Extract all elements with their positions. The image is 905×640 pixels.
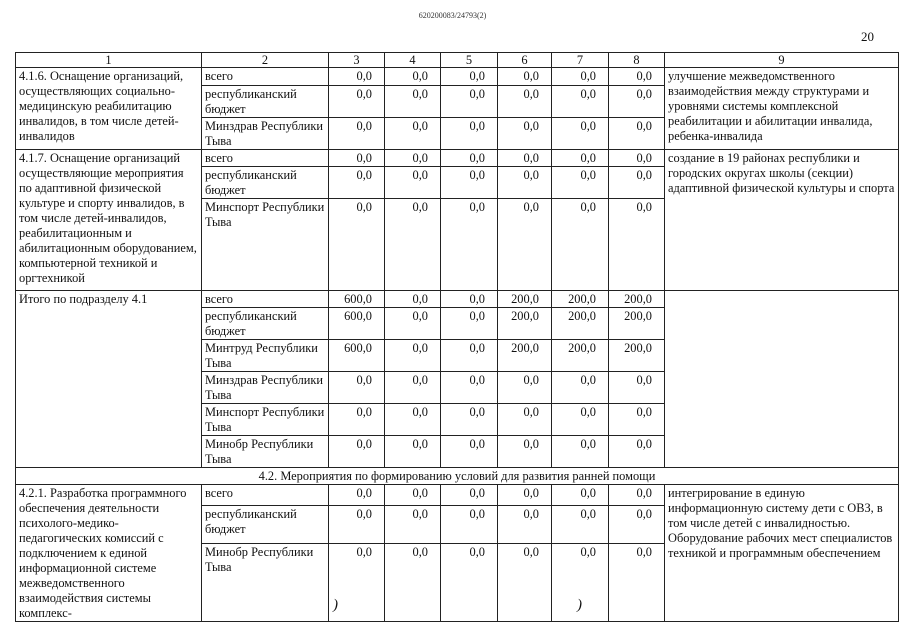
budget-table (15, 52, 899, 622)
value-cell: 0,0 (498, 372, 552, 404)
value-cell: 0,0 (609, 404, 665, 436)
value-cell: 0,0 (609, 167, 665, 199)
value-cell: 0,0 (498, 199, 552, 291)
value-cell: 0,0 (329, 372, 385, 404)
value-cell: 0,0 (329, 167, 385, 199)
measure-name: 4.1.7. Оснащение организаций осуществляющие мероприятия по адаптивной физической культуре и спорту инвалидов, в том числе детей-инвалидов, реабилитационным и абилитационным оборудованием, компьютерной техникой и оргтехникой (16, 150, 202, 291)
value-cell: 0,0 (609, 505, 665, 544)
value-cell: 0,0 (609, 372, 665, 404)
value-cell: 0,0 (609, 118, 665, 150)
expected-result: интегрирование в единую информационную систему дети с ОВЗ, в том числе детей с инвалидностью. Оборудование рабочих мест специалистов техникой и программным обеспечением (665, 485, 899, 622)
expected-result: создание в 19 районах республики и городских округах школы (секции) адаптивной физической культуры и спорта (665, 150, 899, 291)
header-row (16, 53, 899, 68)
value-cell: 200,0 (552, 308, 609, 340)
measure-name: Итого по подразделу 4.1 (16, 291, 202, 468)
value-cell: 0,0 (329, 544, 385, 622)
section-title: 4.2. Мероприятия по формированию условий для развития ранней помощи (16, 468, 899, 485)
value-cell: 0,0 (385, 505, 441, 544)
value-cell: 0,0 (385, 404, 441, 436)
value-cell: 0,0 (498, 485, 552, 506)
value-cell: 0,0 (441, 150, 498, 167)
column-header: 3 (329, 53, 385, 68)
funding-source: Минспорт Республики Тыва (202, 404, 329, 436)
value-cell: 0,0 (441, 291, 498, 308)
value-cell: 0,0 (329, 436, 385, 468)
value-cell: 0,0 (441, 167, 498, 199)
value-cell: 0,0 (609, 150, 665, 167)
column-header: 2 (202, 53, 329, 68)
value-cell: 0,0 (552, 86, 609, 118)
funding-source: Минздрав Республики Тыва (202, 118, 329, 150)
funding-source: всего (202, 68, 329, 86)
value-cell: 0,0 (441, 199, 498, 291)
value-cell: 0,0 (441, 372, 498, 404)
value-cell: 0,0 (441, 86, 498, 118)
value-cell: 0,0 (498, 68, 552, 86)
value-cell: 0,0 (385, 308, 441, 340)
funding-source: всего (202, 150, 329, 167)
funding-source: Минобр Республики Тыва (202, 544, 329, 622)
funding-source: Минспорт Республики Тыва (202, 199, 329, 291)
value-cell: 200,0 (609, 308, 665, 340)
value-cell: 200,0 (498, 291, 552, 308)
value-cell: 0,0 (441, 404, 498, 436)
value-cell: 600,0 (329, 308, 385, 340)
value-cell: 200,0 (552, 291, 609, 308)
value-cell: 0,0 (552, 372, 609, 404)
value-cell: 0,0 (552, 150, 609, 167)
measure-name: 4.2.1. Разработка программного обеспечения деятельности психолого-медико-педагогических комиссий с подключением к единой информационной системе межведомственного взаимодействия системы комплекс- (16, 485, 202, 622)
value-cell: 0,0 (609, 436, 665, 468)
value-cell: 0,0 (498, 404, 552, 436)
funding-source: всего (202, 291, 329, 308)
funding-source: республиканский бюджет (202, 505, 329, 544)
value-cell: 0,0 (385, 199, 441, 291)
value-cell: 600,0 (329, 340, 385, 372)
page-number: 20 (861, 29, 874, 44)
value-cell: 0,0 (552, 68, 609, 86)
table-row (16, 485, 899, 506)
value-cell: 0,0 (552, 544, 609, 622)
measure-name: 4.1.6. Оснащение организаций, осуществляющих социально-медицинскую реабилитацию инвалидов, в том числе детей-инвалидов (16, 68, 202, 150)
value-cell: 0,0 (385, 544, 441, 622)
footer-mark-left: ) (333, 597, 338, 613)
value-cell: 0,0 (552, 167, 609, 199)
value-cell: 0,0 (385, 436, 441, 468)
funding-source: республиканский бюджет (202, 167, 329, 199)
value-cell: 0,0 (609, 485, 665, 506)
funding-source: республиканский бюджет (202, 308, 329, 340)
value-cell: 0,0 (552, 436, 609, 468)
value-cell: 600,0 (329, 291, 385, 308)
value-cell: 0,0 (385, 291, 441, 308)
value-cell: 0,0 (385, 118, 441, 150)
value-cell: 0,0 (498, 436, 552, 468)
table-row (16, 68, 899, 86)
expected-result: улучшение межведомственного взаимодействия между структурами и уровнями системы комплексной реабилитации и абилитации инвалида, ребенка-инвалида (665, 68, 899, 150)
value-cell: 0,0 (441, 436, 498, 468)
column-header: 4 (385, 53, 441, 68)
value-cell: 0,0 (385, 150, 441, 167)
expected-result (665, 291, 899, 468)
value-cell: 0,0 (609, 86, 665, 118)
value-cell: 0,0 (552, 505, 609, 544)
value-cell: 0,0 (609, 199, 665, 291)
value-cell: 0,0 (329, 199, 385, 291)
value-cell: 0,0 (498, 150, 552, 167)
value-cell: 0,0 (329, 485, 385, 506)
column-header: 6 (498, 53, 552, 68)
value-cell: 0,0 (385, 485, 441, 506)
document-code: 620200083/24793(2) (418, 11, 487, 20)
value-cell: 0,0 (609, 68, 665, 86)
column-header: 8 (609, 53, 665, 68)
column-header: 1 (16, 53, 202, 68)
value-cell: 0,0 (441, 544, 498, 622)
value-cell: 0,0 (441, 308, 498, 340)
value-cell: 0,0 (441, 505, 498, 544)
funding-source: Минздрав Республики Тыва (202, 372, 329, 404)
value-cell: 0,0 (498, 118, 552, 150)
value-cell: 0,0 (552, 485, 609, 506)
value-cell: 0,0 (552, 118, 609, 150)
table-row (16, 291, 899, 308)
value-cell: 0,0 (498, 505, 552, 544)
value-cell: 200,0 (609, 291, 665, 308)
value-cell: 0,0 (329, 118, 385, 150)
column-header: 5 (441, 53, 498, 68)
section-row (16, 468, 899, 485)
value-cell: 200,0 (609, 340, 665, 372)
value-cell: 200,0 (498, 340, 552, 372)
value-cell: 0,0 (441, 485, 498, 506)
value-cell: 0,0 (329, 68, 385, 86)
value-cell: 0,0 (385, 86, 441, 118)
value-cell: 0,0 (385, 340, 441, 372)
value-cell: 0,0 (609, 544, 665, 622)
value-cell: 0,0 (329, 86, 385, 118)
funding-source: республиканский бюджет (202, 86, 329, 118)
value-cell: 0,0 (385, 372, 441, 404)
value-cell: 0,0 (552, 404, 609, 436)
value-cell: 0,0 (329, 150, 385, 167)
value-cell: 0,0 (498, 544, 552, 622)
value-cell: 0,0 (441, 118, 498, 150)
value-cell: 200,0 (498, 308, 552, 340)
value-cell: 200,0 (552, 340, 609, 372)
funding-source: Минтруд Республики Тыва (202, 340, 329, 372)
value-cell: 0,0 (441, 340, 498, 372)
value-cell: 0,0 (329, 505, 385, 544)
value-cell: 0,0 (552, 199, 609, 291)
value-cell: 0,0 (498, 167, 552, 199)
value-cell: 0,0 (385, 68, 441, 86)
funding-source: Минобр Республики Тыва (202, 436, 329, 468)
footer-mark-right: ) (577, 597, 582, 613)
column-header: 9 (665, 53, 899, 68)
value-cell: 0,0 (441, 68, 498, 86)
funding-source: всего (202, 485, 329, 506)
table-row (16, 150, 899, 167)
value-cell: 0,0 (498, 86, 552, 118)
value-cell: 0,0 (329, 404, 385, 436)
column-header: 7 (552, 53, 609, 68)
value-cell: 0,0 (385, 167, 441, 199)
